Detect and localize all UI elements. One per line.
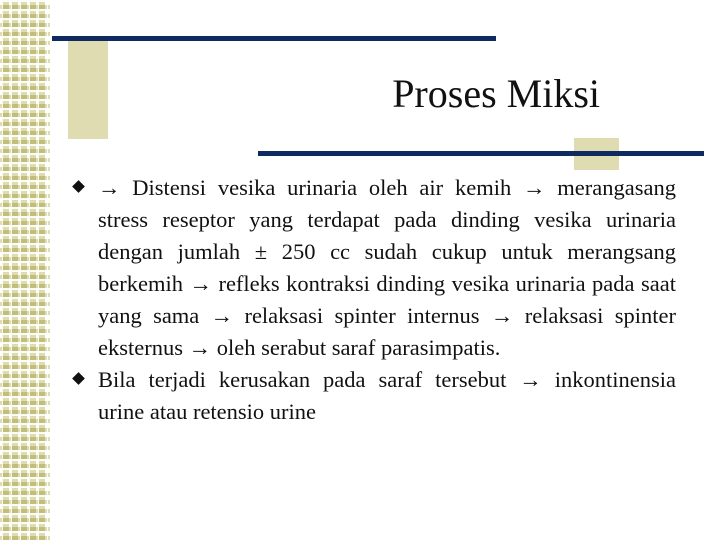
- bullet-item: [74, 364, 676, 428]
- decorative-checker-grid: [0, 0, 50, 540]
- decorative-bar-bottom: [258, 151, 704, 156]
- diamond-bullet-icon: [72, 372, 85, 385]
- diamond-bullet-icon: [72, 180, 85, 193]
- bullet-list: [74, 172, 676, 428]
- decorative-accent-block-left: [68, 38, 108, 139]
- slide-title: Proses Miksi: [392, 71, 600, 116]
- bullet-text: → Distensi vesika urinaria oleh air kemih → merangasang stress reseptor yang terdapat pada dinding vesika urinaria dengan jumlah ± 250 cc sudah cukup untuk merangsang berkemih → refleks kontraksi dinding vesika urinaria pada saat yang sama → relaksasi spinter internus → relaksasi spinter eksternus → oleh serabut saraf parasimpatis.: [98, 175, 676, 360]
- bullet-text: Bila terjadi kerusakan pada saraf tersebut → inkontinensia urine atau retensio urine: [98, 367, 676, 424]
- bullet-item: [74, 172, 676, 364]
- decorative-bar-top: [52, 36, 496, 41]
